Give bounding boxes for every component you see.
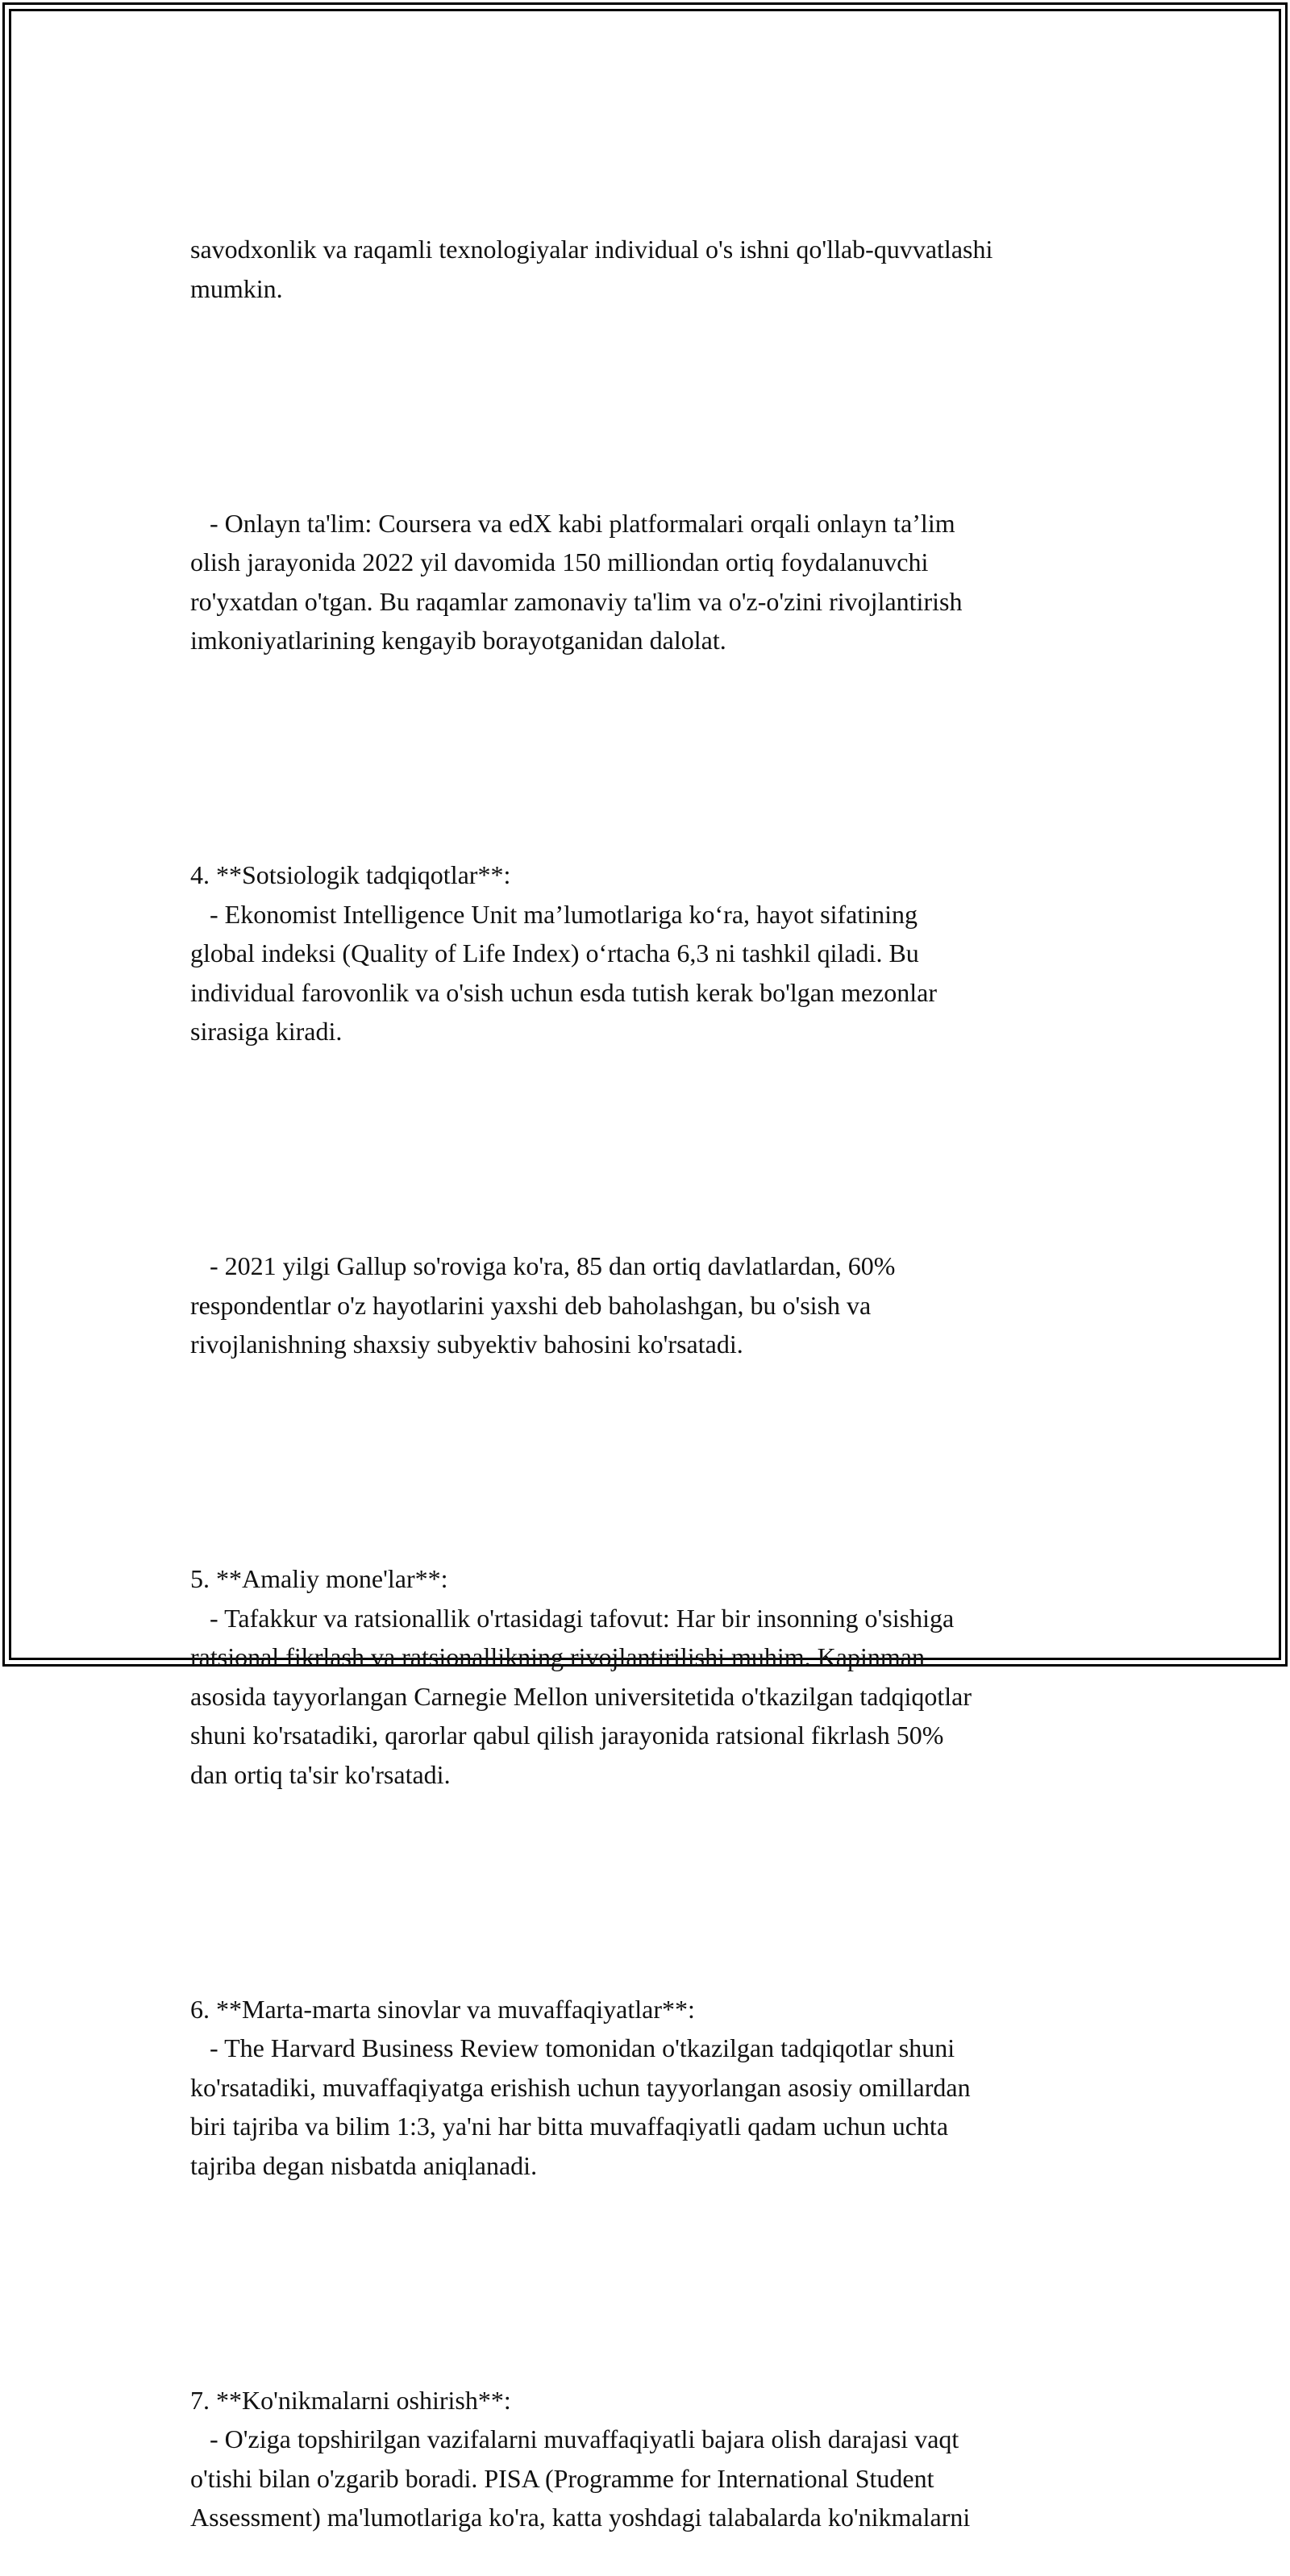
paragraph-gap: [190, 1442, 1142, 1482]
paragraph-gap: [190, 386, 1142, 426]
section-5-practical-obstacles: 5. **Amaliy mone'lar**: - Tafakkur va ratsionallik o'rtasidagi tafovut: Har bir insonning o'sishiga ratsional fikrlash va ratsionallikning rivojlantirilishi muhim. Kapinman asosida tayyorlangan Carnegie Mellon universitetida o'tkazilgan tadqiqotlar shuni ko'rsatadiki, qarorlar qabul qilish jarayonida ratsional fikrlash 50% dan ortiq ta'sir ko'rsatadi.: [190, 1564, 972, 1789]
paragraph-gallup-survey: - 2021 yilgi Gallup so'roviga ko'ra, 85 dan ortiq davlatlardan, 60% respondentlar o'z hayotlarini yaxshi deb baholashgan, bu o'sish va rivojlanishning shaxsiy subyektiv bahosini ko'rsatadi.: [190, 1251, 896, 1359]
paragraph-digital-literacy: savodxonlik va raqamli texnologiyalar individual o's ishni qo'llab-quvvatlashi mumkin.: [190, 235, 993, 303]
document-body: [190, 152, 1142, 2576]
section-6-repeated-trials: 6. **Marta-marta sinovlar va muvaffaqiyatlar**: - The Harvard Business Review tomonidan o'tkazilgan tadqiqotlar shuni ko'rsatadiki, muvaffaqiyatga erishish uchun tayyorlangan asosiy omillardan biri tajriba va bilim 1:3, ya'ni har bitta muvaffaqiyatli qadam uchun uchta tajriba degan nisbatda aniqlanadi.: [190, 1994, 971, 2180]
section-4-sociological-research: 4. **Sotsiologik tadqiqotlar**: - Ekonomist Intelligence Unit ma’lumotlariga ko‘ra, hayot sifatining global indeksi (Quality of Life Index) o‘rtacha 6,3 ni tashkil qiladi. Bu individual farovonlik va o'sish uchun esda tutish kerak bo'lgan mezonlar sirasiga kiradi.: [190, 860, 937, 1046]
paragraph-gap: [190, 1872, 1142, 1912]
paragraph-gap: [190, 1130, 1142, 1169]
section-7-skill-improvement: 7. **Ko'nikmalarni oshirish**: - O'ziga topshirilgan vazifalarni muvaffaqiyatli bajara olish darajasi vaqt o'tishi bilan o'zgarib boradi. PISA (Programme for International Student Assessment) ma'lumotlariga ko'ra, katta yoshdagi talabalarda ko'nikmalarni: [190, 2385, 971, 2532]
paragraph-gap: [190, 739, 1142, 778]
paragraph-online-education: - Onlayn ta'lim: Coursera va edX kabi platformalari orqali onlayn ta’lim olish jarayonida 2022 yil davomida 150 milliondan ortiq foydalanuvchi ro'yxatdan o'tgan. Bu raqamlar zamonaviy ta'lim va o'z-o'zini rivojlantirish imkoniyatlarining kengayib borayotganidan dalolat.: [190, 508, 963, 655]
paragraph-gap: [190, 2263, 1142, 2303]
